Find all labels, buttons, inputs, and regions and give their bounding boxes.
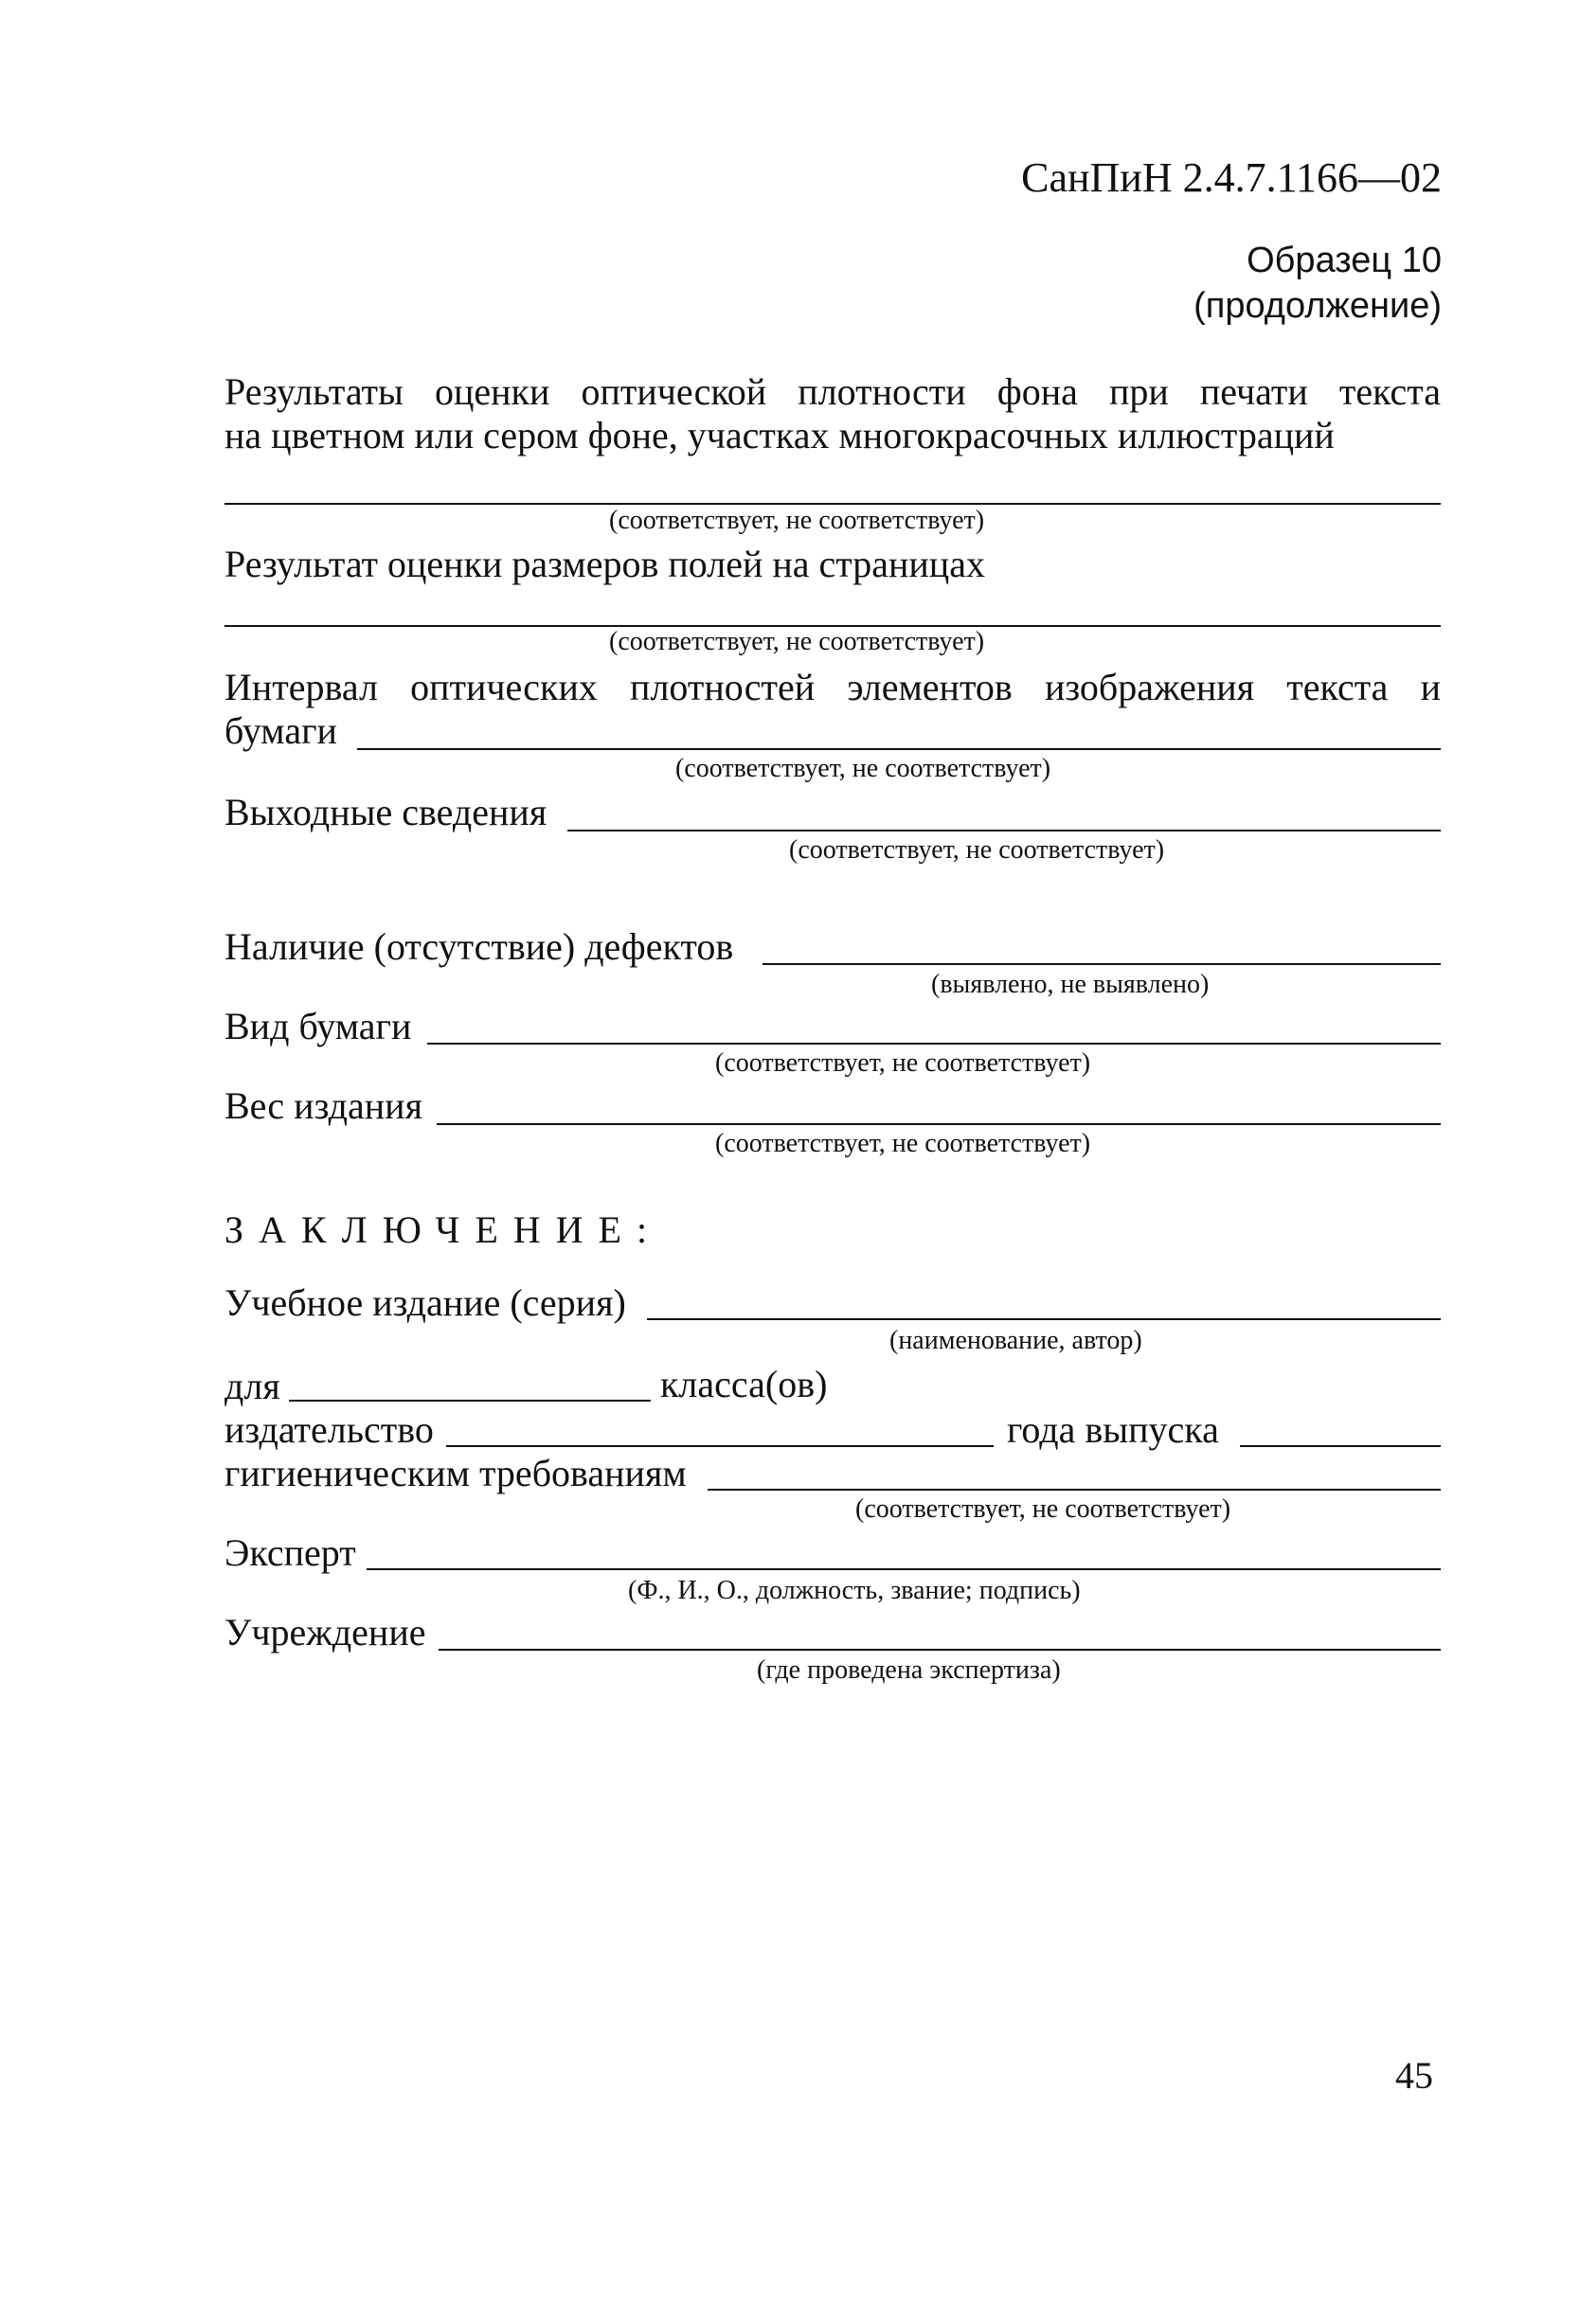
density-interval-label-line1: Интервал оптических плотностей элементов изображения текста и [224,666,1441,708]
paper-type-answer-line[interactable] [427,1043,1441,1045]
sample-title: Образец 10 [1247,241,1442,280]
background-density-answer-line[interactable] [224,503,1441,505]
weight-hint: (соответствует, не соответствует) [715,1129,1091,1158]
paper-type-label: Вид бумаги [224,1005,412,1047]
expert-hint: (Ф., И., О., должность, звание; подпись) [628,1576,1081,1605]
hygiene-answer-line[interactable] [708,1489,1441,1491]
weight-answer-line[interactable] [437,1123,1441,1125]
sample-note: (продолжение) [1193,286,1442,326]
grade-label: класса(ов) [660,1363,828,1405]
imprint-label: Выходные сведения [224,791,547,833]
density-interval-label-line2: бумаги [224,709,337,752]
edition-hint: (наименование, автор) [889,1326,1142,1355]
page-number: 45 [1395,2054,1433,2097]
margins-label: Результат оценки размеров полей на страницах [224,543,985,585]
hygiene-label: гигиеническим требованиям [224,1452,687,1494]
imprint-answer-line[interactable] [567,830,1441,831]
density-interval-answer-line[interactable] [357,748,1441,750]
background-density-label-line1: Результаты оценки оптической плотности фона при печати текста [224,370,1441,413]
defects-hint: (выявлено, не выявлено) [931,970,1210,999]
grade-answer-line[interactable] [289,1400,651,1402]
margins-hint: (соответствует, не соответствует) [609,627,985,656]
paper-type-hint: (соответствует, не соответствует) [715,1048,1091,1078]
expert-answer-line[interactable] [367,1568,1441,1570]
weight-label: Вес издания [224,1084,422,1127]
institution-label: Учреждение [224,1611,426,1654]
document-code: СанПиН 2.4.7.1166—02 [1021,154,1442,201]
imprint-hint: (соответствует, не соответствует) [789,835,1165,865]
institution-hint: (где проведена экспертиза) [757,1655,1061,1685]
background-density-label-line2: на цветном или сером фоне, участках многокрасочных иллюстраций [224,414,1335,456]
for-label: для [224,1365,280,1407]
year-label: года выпуска [1007,1408,1219,1451]
expert-label: Эксперт [224,1531,356,1574]
edition-answer-line[interactable] [647,1318,1441,1320]
background-density-hint: (соответствует, не соответствует) [609,506,985,535]
publisher-answer-line[interactable] [446,1445,994,1447]
density-interval-hint: (соответствует, не соответствует) [675,754,1051,783]
edition-label: Учебное издание (серия) [224,1281,626,1324]
institution-answer-line[interactable] [439,1649,1441,1651]
defects-answer-line[interactable] [763,963,1441,965]
defects-label: Наличие (отсутствие) дефектов [224,925,734,968]
year-answer-line[interactable] [1240,1445,1441,1447]
hygiene-hint: (соответствует, не соответствует) [855,1494,1231,1524]
publisher-label: издательство [224,1408,434,1451]
conclusion-title: ЗАКЛЮЧЕНИЕ: [224,1208,663,1251]
